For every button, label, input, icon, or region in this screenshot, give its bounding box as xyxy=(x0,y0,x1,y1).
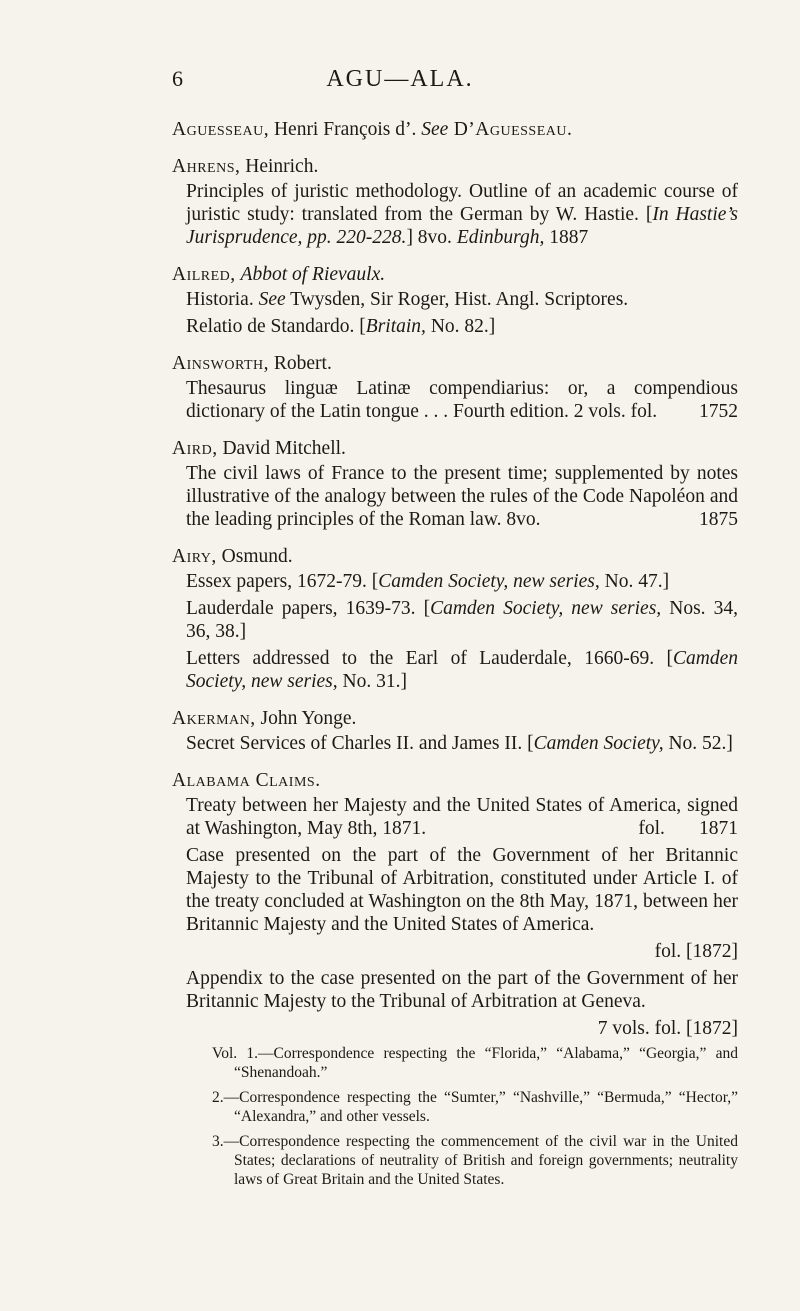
item-number: No. 31.] xyxy=(337,671,407,692)
entry-body xyxy=(172,794,738,1040)
author-name: Airy, xyxy=(172,546,217,567)
item-text: The civil laws of France to the present time; supplemented by notes illustrative of the analogy between the rules of the Code Napoléon and the leading principles of the Roman law. 8vo. xyxy=(186,463,738,530)
item-format: fol. xyxy=(638,818,665,839)
item-text: Thesaurus linguæ Latinæ compendiarius: or, a compendious dictionary of the Latin tongue . . . Fourth edition. 2 vols. fol. xyxy=(186,378,738,422)
author-name: Ahrens, xyxy=(172,156,241,177)
entry-item xyxy=(186,570,738,593)
item-format: ] 8vo. xyxy=(406,227,457,248)
cross-reference: D’Aguesseau. xyxy=(448,119,573,140)
item-text: Relatio de Standardo. [ xyxy=(186,316,366,337)
entry-alabama-claims xyxy=(172,769,738,1189)
entry-akerman xyxy=(172,707,738,755)
item-text: Historia. xyxy=(186,289,259,310)
author-forename: Henri François d’. xyxy=(269,119,422,140)
item-imprint xyxy=(638,817,738,840)
item-number: No. 47.] xyxy=(599,571,670,592)
subject-heading: Alabama Claims. xyxy=(172,770,321,791)
catalogue-entries xyxy=(172,118,738,1203)
entry-heading xyxy=(172,769,738,792)
see-label: See xyxy=(258,289,286,310)
volume-note: 3.—Correspondence respecting the commencement of the civil war in the United States; declarations of neutrality of British and foreign governments; neutrality laws of Great Britain and the United States. xyxy=(212,1133,738,1188)
item-series: Britain, xyxy=(365,316,426,337)
item-series: In Hastie’s Jurisprudence, pp. 220-228. xyxy=(186,204,738,248)
item-text: Principles of juristic methodology. Outline of an academic course of juristic study: translated from the German by W. Hastie. [ xyxy=(186,181,738,225)
item-text: Treaty between her Majesty and the United States of America, signed at Washington, May 8th, 1871. xyxy=(186,795,738,839)
item-series: Camden Society, new series, xyxy=(378,571,600,592)
entry-item xyxy=(186,288,738,311)
item-imprint: 7 vols. fol. [1872] xyxy=(597,1018,738,1039)
item-year: 1887 xyxy=(544,227,589,248)
author-forename: Osmund. xyxy=(216,546,293,567)
entry-body xyxy=(172,180,738,249)
item-place: Edinburgh, xyxy=(456,227,545,248)
item-text: Lauderdale papers, 1639-73. [ xyxy=(186,598,431,619)
entry-aird xyxy=(172,437,738,531)
entry-heading xyxy=(172,437,738,460)
entry-body xyxy=(172,288,738,338)
item-series: Camden Society, new series, xyxy=(430,598,662,619)
entry-ainsworth xyxy=(172,352,738,423)
entry-airy xyxy=(172,545,738,693)
item-number: No. 52.] xyxy=(663,733,733,754)
entry-body xyxy=(172,377,738,423)
volume-note: 2.—Correspondence respecting the “Sumter,” “Nashville,” “Bermuda,” “Hector,” “Alexandra,” and other vessels. xyxy=(212,1089,738,1125)
author-forename: Heinrich. xyxy=(240,156,319,177)
item-year: 1752 xyxy=(699,401,738,422)
item-text: Letters addressed to the Earl of Lauderdale, 1660-69. [ xyxy=(186,648,673,669)
author-forename: David Mitchell. xyxy=(217,438,346,459)
item-number: No. 82.] xyxy=(425,316,496,337)
entry-ahrens xyxy=(172,155,738,249)
item-number: Nos. 34, 36, 38.] xyxy=(186,598,738,642)
entry-item xyxy=(186,180,738,249)
entry-item xyxy=(186,732,738,755)
volume-note: Vol. 1.—Correspondence respecting the “Florida,” “Alabama,” “Georgia,” and “Shenandoah.” xyxy=(212,1045,738,1081)
author-title: Abbot of Rievaulx. xyxy=(240,264,386,285)
entry-item xyxy=(186,647,738,693)
item-text: Appendix to the case presented on the part of the Government of her Britannic Majesty to the Tribunal of Arbitration at Geneva. xyxy=(186,968,738,1012)
item-text: Secret Services of Charles II. and James II. [ xyxy=(186,733,534,754)
entry-ailred xyxy=(172,263,738,338)
entry-heading xyxy=(172,118,738,141)
item-year: 1871 xyxy=(699,818,738,839)
see-label: See xyxy=(421,119,449,140)
entry-item xyxy=(186,462,738,531)
author-name: Aguesseau, xyxy=(172,119,270,140)
page-number: 6 xyxy=(172,66,183,91)
item-series: Camden Society, xyxy=(533,733,664,754)
entry-item xyxy=(186,794,738,840)
entry-item xyxy=(186,844,738,936)
cross-reference: Twysden, Sir Roger, Hist. Angl. Scriptores. xyxy=(285,289,629,310)
entry-item xyxy=(186,967,738,1013)
entry-heading xyxy=(172,352,738,375)
author-name: Akerman, xyxy=(172,708,256,729)
entry-heading xyxy=(172,155,738,178)
entry-body xyxy=(172,462,738,531)
item-text: Essex papers, 1672-79. [ xyxy=(186,571,379,592)
entry-item xyxy=(186,597,738,643)
author-name: Aird, xyxy=(172,438,218,459)
entry-body xyxy=(172,732,738,755)
author-name: Ailred, xyxy=(172,264,236,285)
entry-heading xyxy=(172,263,738,286)
entry-heading xyxy=(172,545,738,568)
item-series: Camden Society, new series, xyxy=(186,648,738,692)
item-text: Case presented on the part of the Government of her Britannic Majesty to the Tribunal of Arbitration, constituted under Article I. of the treaty concluded at Washington on the 8th May, 1871, between her Britannic Majesty and the United States of America. xyxy=(186,845,738,935)
author-forename: John Yonge. xyxy=(255,708,357,729)
author-name: Ainsworth, xyxy=(172,353,269,374)
entry-aguesseau xyxy=(172,118,738,141)
entry-item xyxy=(186,315,738,338)
running-header: AGU—ALA. xyxy=(326,66,474,92)
author-forename: Robert. xyxy=(269,353,332,374)
entry-body xyxy=(172,570,738,693)
volume-notes xyxy=(212,1044,738,1189)
item-year: 1875 xyxy=(699,509,738,530)
entry-item xyxy=(186,377,738,423)
entry-heading xyxy=(172,707,738,730)
item-imprint: fol. [1872] xyxy=(654,941,738,962)
